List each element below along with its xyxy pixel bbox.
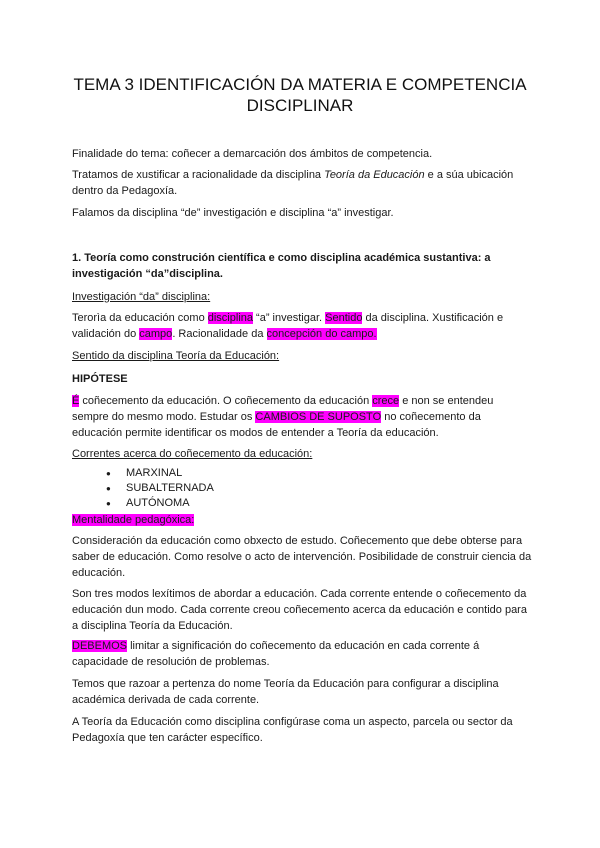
highlight-sentido: Sentido	[325, 312, 363, 324]
p1-text-a: Terorìa da educación como	[72, 312, 208, 324]
configurase-paragraph: A Teoría da Educación como disciplina configúrase coma un aspecto, parcela ou sector da Pedagoxía que ten carácter específico.	[72, 716, 513, 744]
sentido-label: Sentido da disciplina Teoría da Educación:	[72, 350, 280, 362]
list-item: ● SUBALTERNADA	[126, 481, 214, 496]
tratamos-italic: Teoría da Educación	[324, 169, 425, 181]
correntes-label: Correntes acerca do coñecemento da educación:	[72, 448, 313, 460]
razoar-paragraph: Temos que razoar a pertenza do nome Teoría da Educación para configurar a disciplina académica derivada de cada corrente.	[72, 678, 499, 706]
p1-text-d: . Racionalidade da	[172, 328, 267, 340]
hipotese-heading: HIPÓTESE	[72, 373, 128, 385]
highlight-debemos: DEBEMOS	[72, 640, 128, 652]
tratamos-paragraph	[72, 167, 532, 199]
p2-text-c: no coñecemento da educación permite identificar os modos de entender a Teoría da educación.	[72, 411, 481, 439]
modos-paragraph: Son tres modos lexítimos de abordar a educación. Cada corrente entende o coñecemento da educación dun modo. Cada corrente creou coñecemento acerca da educación e contido para a disciplina Teoría da Educación.	[72, 588, 527, 632]
debemos-paragraph	[72, 638, 532, 670]
consideracion-paragraph: Consideración da educación como obxecto de estudo. Coñecemento que debe obterse para saber de educación. Como resolve o acto de intervención. Posibilidade de construir ciencia da educación.	[72, 535, 532, 579]
finalidade-paragraph: Finalidade do tema: coñecer a demarcación dos ámbitos de competencia.	[72, 148, 433, 160]
tratamos-text-a: Tratamos de xustificar a racionalidade da disciplina	[72, 169, 325, 181]
section-heading-line-2: investigación “da”disciplina.	[72, 268, 223, 280]
highlight-crece: crece	[372, 395, 400, 407]
highlight-disciplina: disciplina	[207, 312, 253, 324]
tratamos-text-b: e a súa ubicación dentro da Pedagoxía.	[72, 169, 514, 197]
list-item: ● MARXINAL	[126, 466, 214, 481]
section-heading	[72, 250, 532, 282]
title-line-1: TEMA 3 IDENTIFICACIÓN DA MATERIA E COMPETENCIA	[73, 75, 527, 94]
p1-text-c: da disciplina. Xustificación e validación do	[72, 312, 504, 340]
highlight-campo: campo	[139, 328, 173, 340]
section-heading-line-1: 1. Teoría como construción científica e como disciplina académica sustantiva: a	[72, 252, 491, 264]
highlight-cambios: CAMBIOS DE SUPOSTO	[255, 411, 382, 423]
title-line-2: DISCIPLINAR	[246, 96, 354, 115]
page-title	[40, 74, 560, 116]
p2-text-b: e non se entendeu sempre do mesmo modo. Estudar os	[72, 395, 494, 423]
highlight-mentalidade: Mentalidade pedagóxica:	[72, 514, 195, 526]
highlight-e: É	[72, 395, 80, 407]
mentalidade-label	[72, 512, 532, 528]
p2-text-a: coñecemento da educación. O coñecemento da educación	[79, 395, 373, 407]
highlight-concepcion: concepción do campo.	[266, 328, 377, 340]
correntes-list	[72, 466, 214, 511]
hipotese-paragraph	[72, 393, 532, 441]
p1-text-b: “a” investigar.	[253, 312, 326, 324]
falamos-paragraph: Falamos da disciplina “de” investigación e disciplina “a” investigar.	[72, 207, 394, 219]
investigacion-label: Investigación “da” disciplina:	[72, 291, 211, 303]
p5-text-a: limitar a significación do coñecemento da educación en cada corrente á capacidade de resolución de problemas.	[72, 640, 480, 668]
disciplina-paragraph	[72, 310, 532, 342]
list-item: ● AUTÓNOMA	[126, 496, 214, 511]
